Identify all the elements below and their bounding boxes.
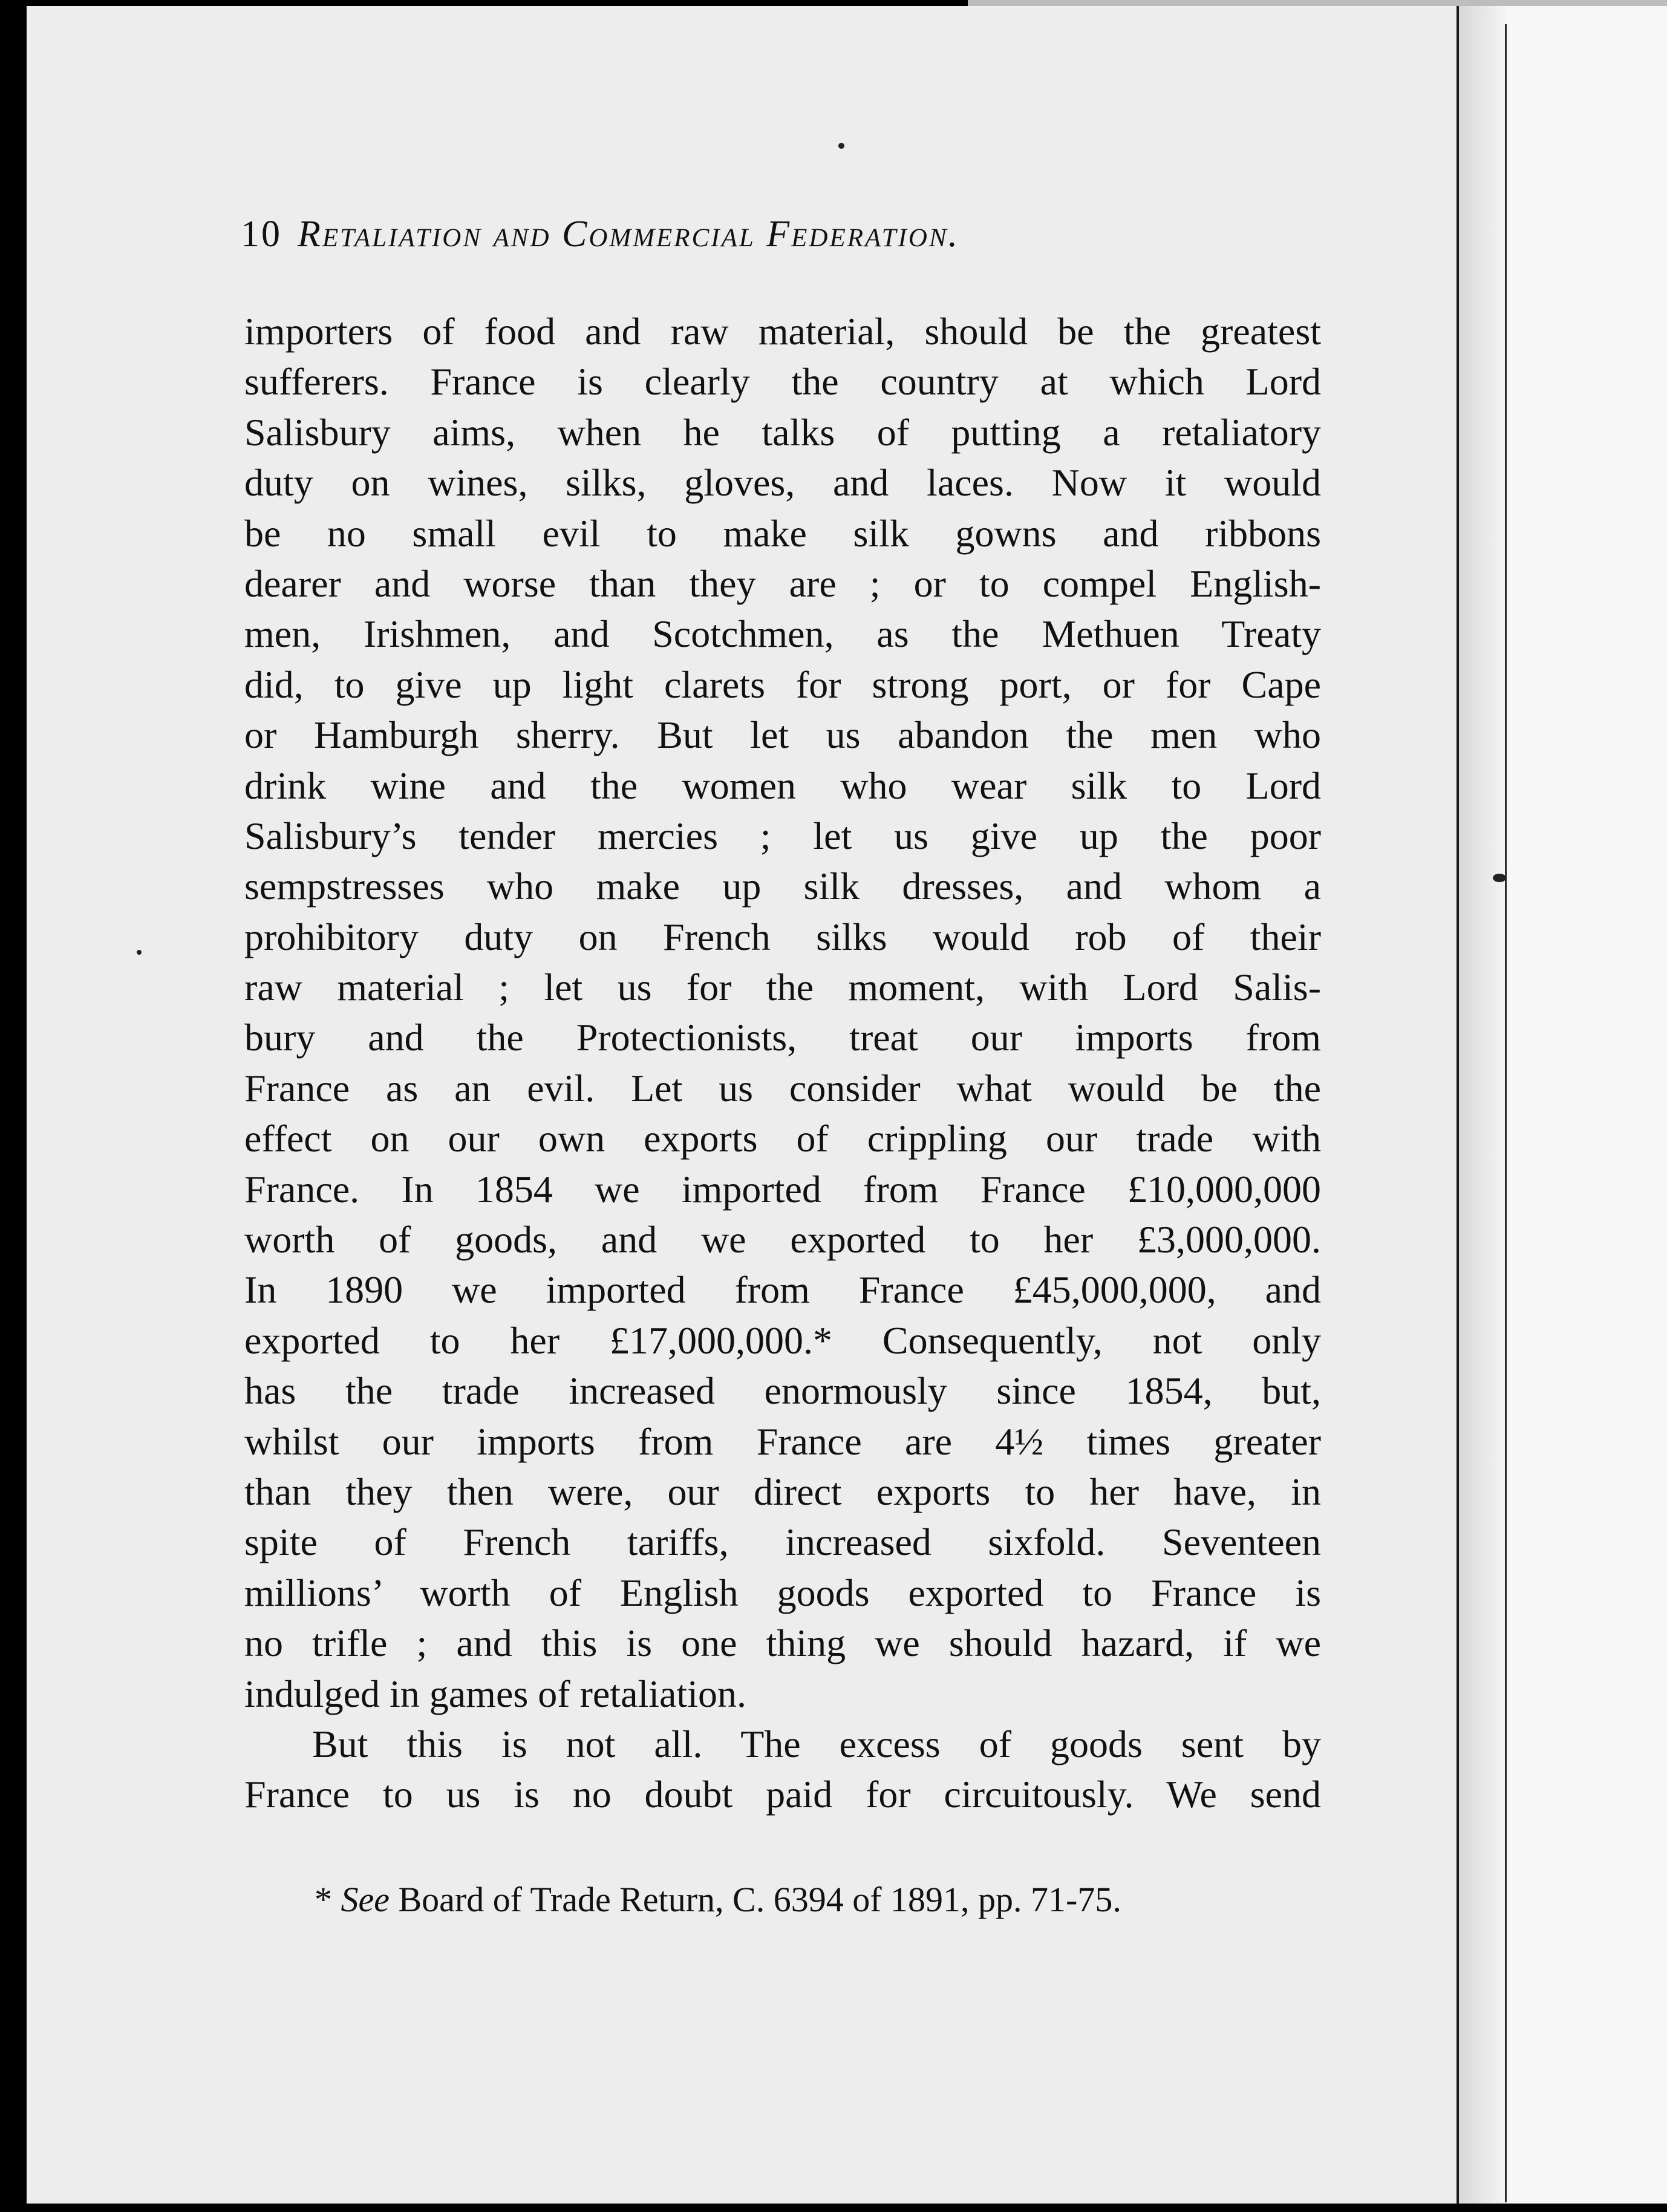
text-line: effect on our own exports of crippling our trade with: [244, 1117, 1321, 1160]
text-line: be no small evil to make silk gowns and ribbons: [244, 511, 1321, 555]
page-fold-shadow: [1459, 6, 1505, 2204]
scan-speck: [838, 143, 844, 149]
scan-speck: [1493, 874, 1506, 882]
text-line: whilst our imports from France are 4½ times greater: [244, 1419, 1321, 1463]
text-line: drink wine and the women who wear silk to Lord: [244, 764, 1321, 807]
text-line: duty on wines, silks, gloves, and laces. Now it would: [244, 461, 1321, 505]
text-line: In 1890 we imported from France £45,000,000, and: [244, 1268, 1321, 1312]
scan-border-left: [0, 0, 27, 2212]
text-line: importers of food and raw material, should be the greatest: [244, 310, 1321, 353]
text-line: spite of French tariffs, increased sixfold. Seventeen: [244, 1520, 1321, 1564]
text-line: dearer and worse than they are ; or to compel English-: [244, 561, 1321, 605]
text-line: worth of goods, and we exported to her £3,000,000.: [244, 1218, 1321, 1261]
text-line: men, Irishmen, and Scotchmen, as the Methuen Treaty: [244, 612, 1321, 656]
text-line: bury and the Protectionists, treat our imports from: [244, 1016, 1321, 1059]
footnote-marker: *: [315, 1880, 332, 1919]
text-line: sempstresses who make up silk dresses, and whom a: [244, 865, 1321, 908]
footnote: [315, 1876, 1282, 1924]
scan-border-bottom: [0, 2204, 1667, 2212]
text-line: France. In 1854 we imported from France £10,000,000: [244, 1167, 1321, 1211]
text-line: or Hamburgh sherry. But let us abandon the men who: [244, 713, 1321, 757]
text-line-paragraph-end: indulged in games of retaliation.: [244, 1672, 746, 1715]
running-title: Retaliation and Commercial Federation.: [298, 214, 960, 255]
text-line: prohibitory duty on French silks would rob of their: [244, 915, 1321, 958]
text-line: has the trade increased enormously since 1854, but,: [244, 1369, 1321, 1413]
text-line: exported to her £17,000,000.* Consequently, not only: [244, 1318, 1321, 1362]
page-number: 10: [241, 214, 282, 255]
text-line: no trifle ; and this is one thing we should hazard, if we: [244, 1621, 1321, 1665]
text-line: sufferers. France is clearly the country at which Lord: [244, 360, 1321, 404]
text-line: raw material ; let us for the moment, with Lord Salis-: [244, 966, 1321, 1009]
scan-speck: [137, 950, 142, 955]
text-line: did, to give up light clarets for strong port, or for Cape: [244, 663, 1321, 706]
footnote-see: See: [341, 1880, 390, 1919]
text-line: Salisbury aims, when he talks of putting a retaliatory: [244, 410, 1321, 454]
running-head: [241, 213, 1323, 267]
text-line: Salisbury’s tender mercies ; let us give up the poor: [244, 814, 1321, 857]
text-line: than they then were, our direct exports to her have, in: [244, 1470, 1321, 1513]
text-line: France to us is no doubt paid for circuitously. We send: [244, 1773, 1321, 1816]
footnote-text: Board of Trade Return, C. 6394 of 1891, pp. 71-75.: [398, 1880, 1121, 1919]
body-text: [244, 306, 1321, 1820]
next-page-edge: [1502, 6, 1667, 2204]
page-edge-line-inner: [1505, 24, 1507, 2202]
text-line-paragraph-start: But this is not all. The excess of goods sent by: [312, 1722, 1321, 1765]
text-line: millions’ worth of English goods exported to France is: [244, 1571, 1321, 1614]
text-line: France as an evil. Let us consider what would be the: [244, 1066, 1321, 1110]
page-edge-line: [1457, 6, 1459, 2204]
